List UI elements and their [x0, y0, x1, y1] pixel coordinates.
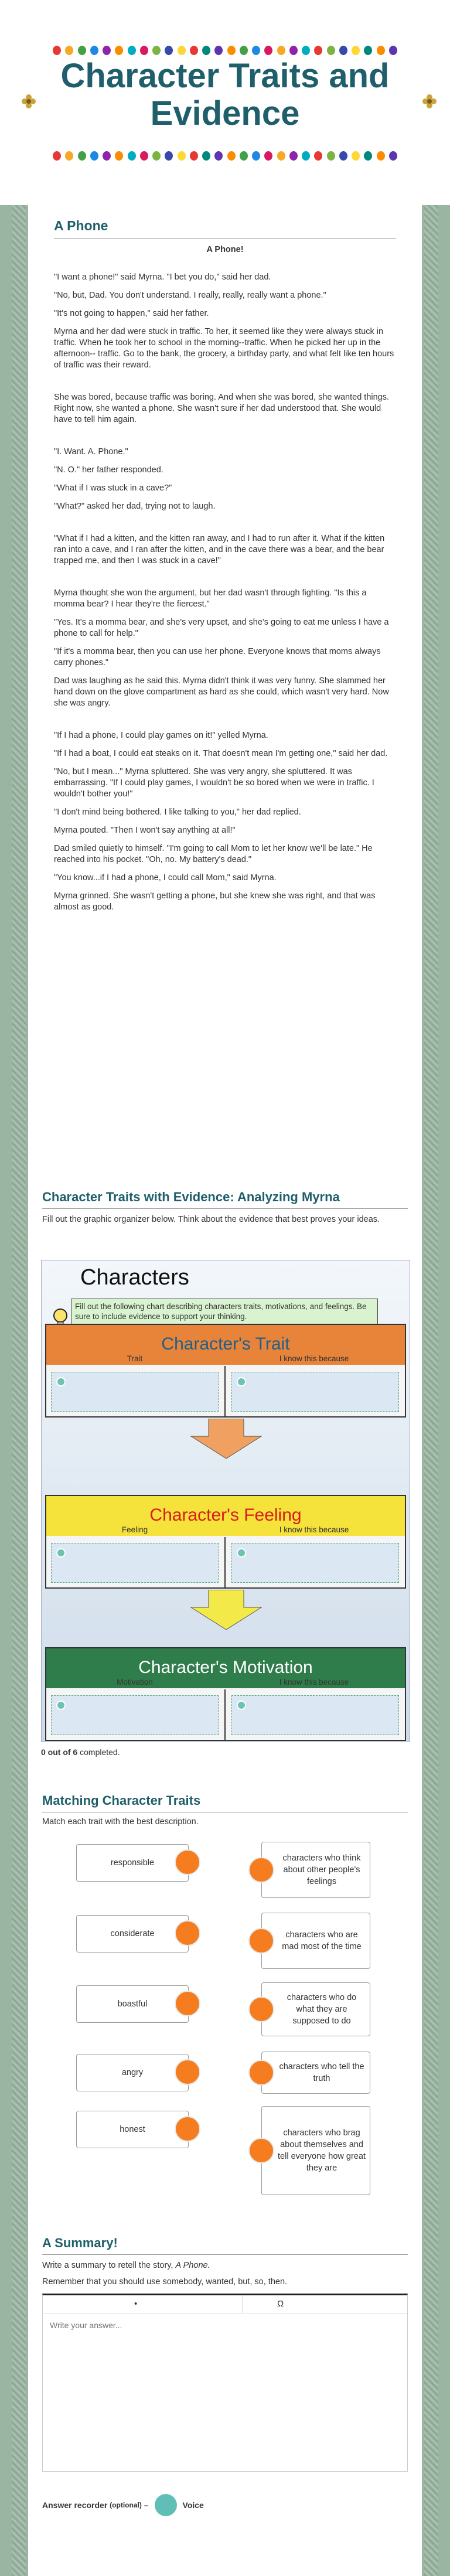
analysis-heading: Character Traits with Evidence: Analyzing Myrna	[42, 1190, 340, 1204]
story-paragraph: "What?" asked her dad, trying not to laugh.	[54, 502, 216, 511]
decorative-dot	[165, 151, 173, 161]
decorative-dot	[327, 151, 335, 161]
section-divider	[224, 1689, 226, 1740]
summary-line1: Write a summary to retell the story, A Phone.	[42, 2261, 210, 2270]
match-left-item[interactable]: honest	[76, 2111, 189, 2148]
matching-instructions: Match each trait with the best description.	[42, 1817, 199, 1827]
bullet-list-button[interactable]: •	[134, 2299, 138, 2309]
section-left-label: Motivation	[117, 1678, 153, 1686]
decorative-dot	[327, 46, 335, 55]
story-paragraph: "No, but I mean..." Myrna spluttered. She was very angry, she spluttered. It was embarrassing. "If I could play games, I wouldn't be so bored when we were in traffic. I wouldn't bother you!"	[54, 767, 374, 799]
story-heading: A Phone	[54, 218, 108, 233]
decorative-dot	[78, 46, 86, 55]
story-body	[54, 272, 396, 913]
section-right-label: I know this because	[279, 1678, 349, 1686]
decorative-dot	[90, 46, 98, 55]
section-banner-title: Character's Motivation	[138, 1658, 313, 1677]
decorative-dot	[140, 151, 148, 161]
story-paragraph	[54, 574, 396, 581]
decorative-dot	[252, 151, 260, 161]
decorative-dot	[240, 151, 248, 161]
match-left-connector[interactable]	[175, 1991, 200, 2016]
decorative-dot	[165, 46, 173, 55]
decorative-dot	[339, 46, 347, 55]
section-left-input[interactable]	[51, 1695, 219, 1735]
story-paragraph: "You know...if I had a phone, I could call Mom," said Myrna.	[54, 873, 277, 882]
analysis-instructions: Fill out the graphic organizer below. Think about the evidence that best proves your ideas.	[42, 1215, 380, 1224]
decorative-dot	[314, 151, 322, 161]
decorative-dot	[264, 46, 272, 55]
match-right-connector[interactable]	[248, 1996, 274, 2022]
decorative-dot	[103, 151, 111, 161]
decorative-dot	[252, 46, 260, 55]
decorative-dot	[178, 151, 186, 161]
match-right-item[interactable]: characters who think about other people's feelings	[261, 1842, 370, 1898]
match-left-item[interactable]: responsible	[76, 1844, 189, 1882]
input-marker-icon	[237, 1548, 246, 1558]
decorative-dot	[152, 46, 161, 55]
organizer-note: Fill out the following chart describing characters traits, motivations, and feelings. Be sure to include evidence to support your thinking.	[71, 1299, 378, 1324]
section-divider	[224, 1537, 226, 1587]
story-paragraph: Myrna thought she won the argument, but her dad wasn't through fighting. "Is this a momma bear? I hear they're the fiercest."	[54, 588, 367, 609]
down-arrow-icon	[188, 1419, 264, 1460]
organizer-title: Characters	[80, 1265, 189, 1290]
decorative-dot	[78, 151, 86, 161]
decorative-dot	[264, 151, 272, 161]
story-paragraph: "If I had a phone, I could play games on it!" yelled Myrna.	[54, 731, 268, 740]
match-right-connector[interactable]	[248, 1857, 274, 1883]
match-left-connector[interactable]	[175, 1920, 200, 1946]
match-right-connector[interactable]	[248, 1928, 274, 1954]
story-paragraph: "It's not going to happen," said her father.	[54, 309, 209, 318]
decorative-dot	[53, 151, 61, 161]
match-right-item[interactable]: characters who tell the truth	[261, 2052, 370, 2094]
decorative-dot	[377, 151, 385, 161]
graphic-organizer	[41, 1260, 410, 1742]
decorative-dot	[389, 151, 397, 161]
summary-panel	[28, 2212, 422, 2576]
decorative-dot	[227, 46, 236, 55]
match-right-connector[interactable]	[248, 2060, 274, 2086]
decorative-dot	[302, 46, 310, 55]
input-marker-icon	[56, 1548, 66, 1558]
right-stripe	[424, 205, 438, 2576]
section-banner-title: Character's Trait	[161, 1334, 290, 1354]
story-paragraph: Myrna grinned. She wasn't getting a phone, but she knew she was right, and that was almost as good.	[54, 891, 376, 912]
section-right-label: I know this because	[279, 1354, 349, 1363]
story-panel	[28, 205, 422, 1184]
dot-border-bottom	[53, 151, 397, 161]
match-right-item[interactable]: characters who do what they are supposed to do	[261, 1982, 370, 2036]
decorative-dot	[377, 46, 385, 55]
story-paragraph: "I. Want. A. Phone."	[54, 447, 128, 456]
answer-input[interactable]	[43, 2313, 407, 2471]
story-paragraph: "What if I had a kitten, and the kitten ran away, and I had to run after it. What if the kitten ran into a cave, and I ran after the kitten, and in the cave there was a bear, and the bear trapped me, and then I was stuck in a cave!"	[54, 534, 385, 565]
record-voice-button[interactable]	[155, 2494, 177, 2516]
section-left-label: Feeling	[121, 1525, 148, 1534]
decorative-dot	[202, 151, 210, 161]
dot-border-top	[53, 46, 397, 55]
summary-line2: Remember that you should use somebody, wanted, but, so, then.	[42, 2277, 288, 2287]
decorative-dot	[289, 46, 298, 55]
flower-right-icon	[422, 94, 437, 109]
decorative-dot	[115, 151, 123, 161]
left-stripe	[12, 205, 26, 2576]
match-left-item[interactable]: angry	[76, 2054, 189, 2091]
decorative-dot	[53, 46, 61, 55]
decorative-dot	[364, 151, 372, 161]
decorative-dot	[352, 46, 360, 55]
decorative-dot	[277, 151, 285, 161]
decorative-dot	[314, 46, 322, 55]
input-marker-icon	[237, 1377, 246, 1386]
decorative-dot	[389, 46, 397, 55]
decorative-dot	[302, 151, 310, 161]
story-paragraph: Dad smiled quietly to himself. "I'm going to call Mom to let her know we'll be late." He reached into his pocket. "Oh, no. My battery's dead."	[54, 844, 373, 864]
match-left-item[interactable]: considerate	[76, 1915, 189, 1953]
story-paragraph: Myrna pouted. "Then I won't say anything at all!"	[54, 826, 236, 835]
decorative-dot	[227, 151, 236, 161]
decorative-dot	[240, 46, 248, 55]
story-paragraph: Myrna and her dad were stuck in traffic. To her, it seemed like they were always stuck in traffic. When he took her to school in the morning--traffic. When he picked her up in the afternoon-- traffic. Go to the bank, the grocery, a birthday party, and what felt like ten hours of traffic was their reward.	[54, 327, 394, 370]
decorative-dot	[65, 46, 73, 55]
section-left-input[interactable]	[51, 1372, 219, 1412]
decorative-dot	[214, 151, 223, 161]
section-divider	[224, 1366, 226, 1416]
progress-text: 0 out of 6 completed.	[41, 1747, 120, 1757]
story-paragraph: She was bored, because traffic was boring. And when she was bored, she wanted things. Right now, she wanted a phone. She wasn't sure if her dad understood that. She would have to tell him again.	[54, 393, 390, 424]
decorative-dot	[364, 46, 372, 55]
section-right-label: I know this because	[279, 1525, 349, 1534]
decorative-dot	[152, 151, 161, 161]
decorative-dot	[214, 46, 223, 55]
decorative-dot	[128, 151, 136, 161]
editor-toolbar	[43, 2295, 407, 2313]
decorative-dot	[202, 46, 210, 55]
input-marker-icon	[56, 1701, 66, 1710]
decorative-dot	[339, 151, 347, 161]
decorative-dot	[140, 46, 148, 55]
organizer-section	[45, 1324, 406, 1418]
story-paragraph: Dad was laughing as he said this. Myrna didn't think it was very funny. She slammed her hand down on the glove compartment as hard as she could, which wasn't very hard. Now she was angry.	[54, 676, 389, 708]
story-subtitle: A Phone!	[206, 245, 244, 254]
story-paragraph	[54, 716, 396, 723]
decorative-dot	[115, 46, 123, 55]
section-left-label: Trait	[127, 1354, 143, 1363]
story-paragraph: "Yes. It's a momma bear, and she's very upset, and she's going to eat me unless I have a phone to call for help."	[54, 618, 389, 638]
section-right-input[interactable]	[231, 1372, 399, 1412]
story-paragraph	[54, 432, 396, 439]
match-left-connector[interactable]	[175, 2116, 200, 2142]
organizer-section	[45, 1647, 406, 1741]
decorative-dot	[277, 46, 285, 55]
decorative-dot	[65, 151, 73, 161]
decorative-dot	[90, 151, 98, 161]
match-right-item[interactable]: characters who are mad most of the time	[261, 1913, 370, 1969]
page-header	[0, 0, 450, 205]
decorative-dot	[190, 46, 198, 55]
story-paragraph: "I don't mind being bothered. I like talking to you," her dad replied.	[54, 807, 301, 817]
section-right-input[interactable]	[231, 1695, 399, 1735]
special-char-button[interactable]: Ω	[277, 2299, 284, 2309]
decorative-dot	[190, 151, 198, 161]
down-arrow-icon	[188, 1590, 264, 1631]
flower-left-icon	[21, 94, 36, 109]
section-banner-title: Character's Feeling	[149, 1505, 302, 1525]
match-right-item[interactable]: characters who brag about themselves and tell everyone how great they are	[261, 2106, 370, 2195]
story-paragraph: "What if I was stuck in a cave?"	[54, 483, 172, 493]
match-left-connector[interactable]	[175, 1849, 200, 1875]
story-paragraph	[54, 378, 396, 385]
answer-recorder: Answer recorder (optional) – Voice	[42, 2494, 408, 2516]
decorative-dot	[178, 46, 186, 55]
input-marker-icon	[237, 1701, 246, 1710]
section-right-input[interactable]	[231, 1543, 399, 1583]
story-paragraph	[54, 519, 396, 526]
decorative-dot	[103, 46, 111, 55]
story-paragraph: "If it's a momma bear, then you can use her phone. Everyone knows that moms always carry phones."	[54, 647, 381, 667]
answer-editor	[42, 2294, 408, 2472]
match-left-connector[interactable]	[175, 2059, 200, 2085]
summary-heading: A Summary!	[42, 2236, 118, 2250]
story-paragraph: "If I had a boat, I could eat steaks on it. That doesn't mean I'm getting one," said her dad.	[54, 749, 388, 758]
decorative-dot	[289, 151, 298, 161]
story-paragraph: "N. O." her father responded.	[54, 465, 163, 475]
page-title: Character Traits and Evidence	[60, 57, 390, 132]
section-left-input[interactable]	[51, 1543, 219, 1583]
decorative-dot	[128, 46, 136, 55]
input-marker-icon	[56, 1377, 66, 1386]
match-right-connector[interactable]	[248, 2138, 274, 2163]
story-paragraph: "I want a phone!" said Myrna. "I bet you do," said her dad.	[54, 272, 271, 282]
match-left-item[interactable]: boastful	[76, 1985, 189, 2023]
decorative-dot	[352, 151, 360, 161]
matching-heading: Matching Character Traits	[42, 1793, 201, 1808]
story-paragraph: "No, but, Dad. You don't understand. I really, really, really want a phone."	[54, 291, 326, 300]
organizer-section	[45, 1495, 406, 1589]
